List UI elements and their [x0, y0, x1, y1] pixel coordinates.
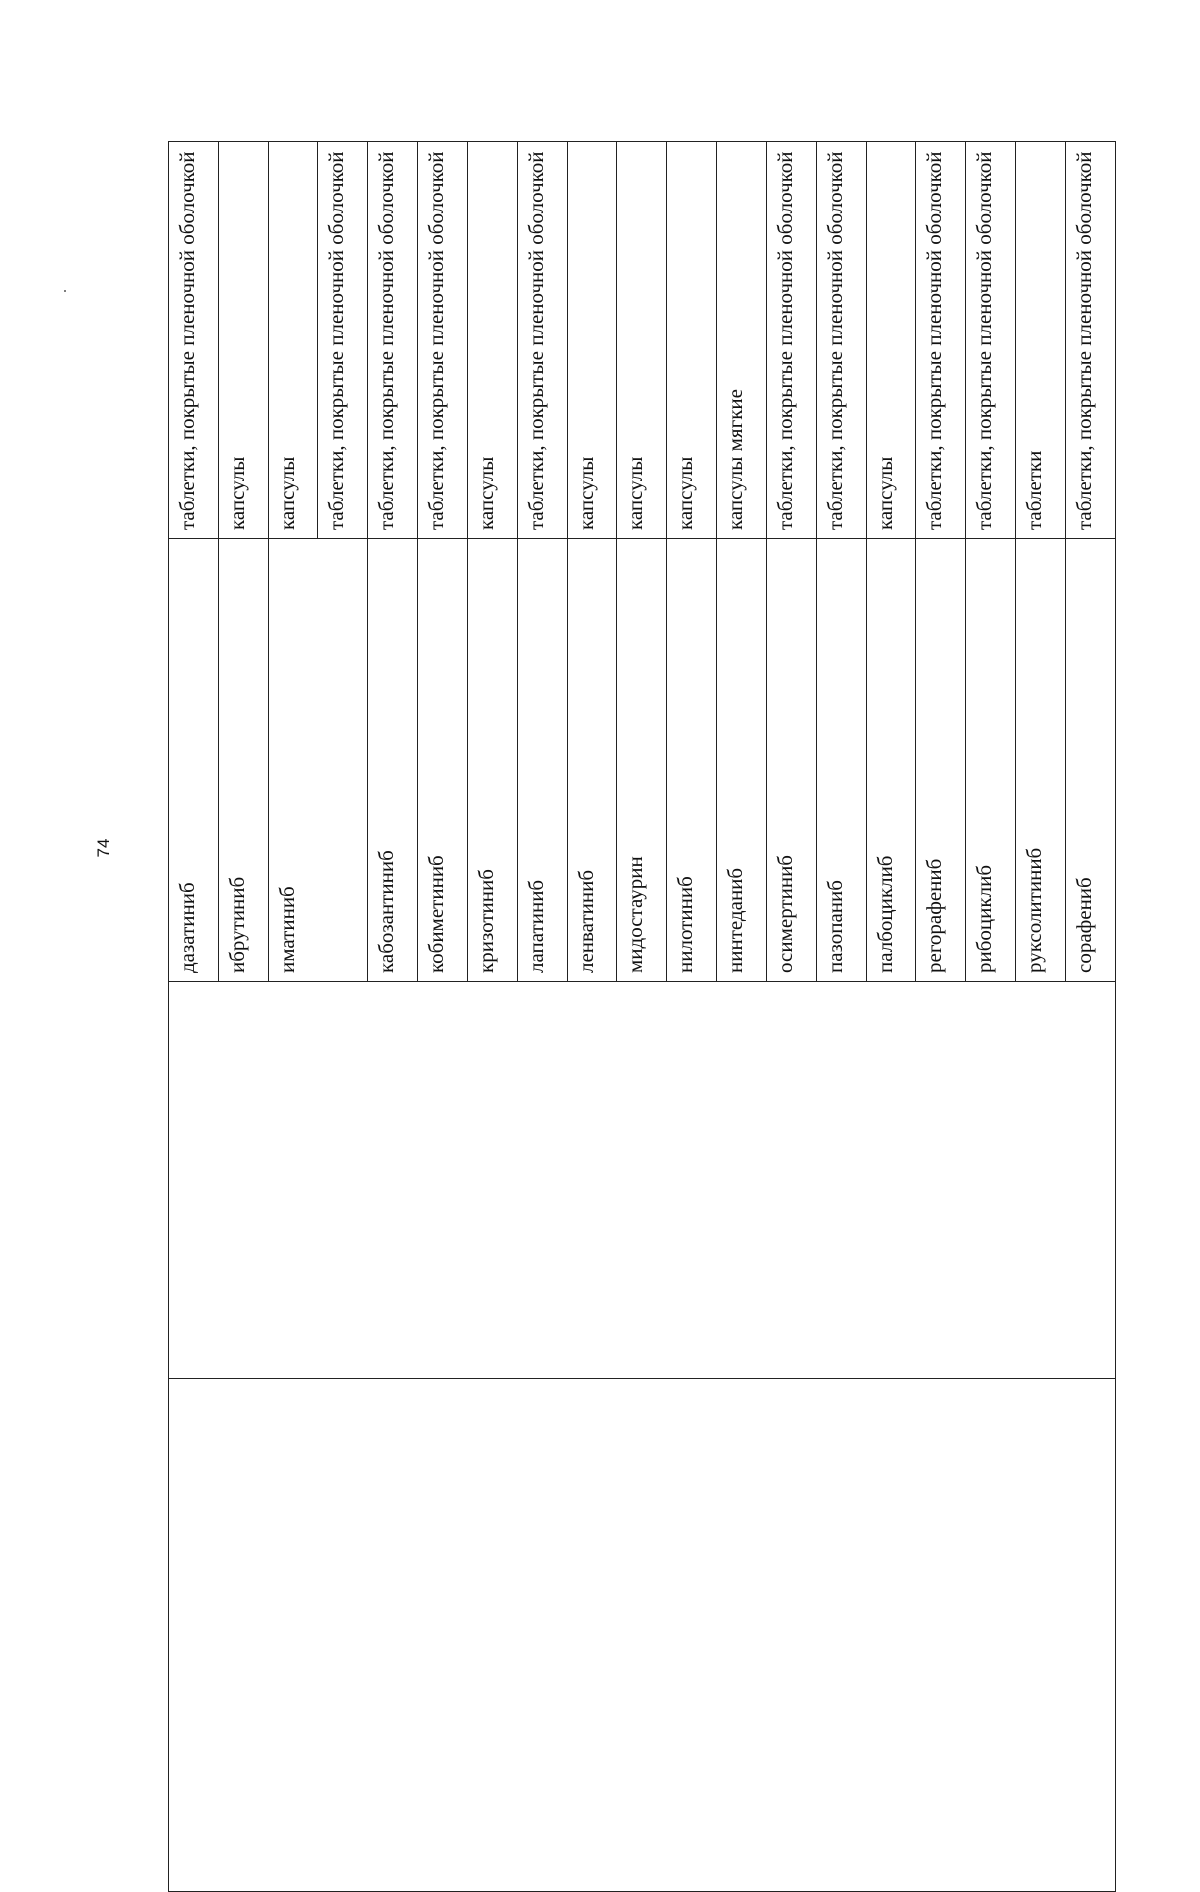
substance-cell: сорафениб [1065, 539, 1115, 982]
page-number: 74 [94, 838, 113, 858]
substance-cell: палбоциклиб [866, 539, 916, 982]
substance-cell: кризотиниб [467, 539, 517, 982]
form-cell: капсулы [467, 142, 517, 539]
form-cell: таблетки, покрытые пленочной оболочкой [766, 142, 816, 539]
substance-cell: рибоциклиб [966, 539, 1016, 982]
form-cell: капсулы [866, 142, 916, 539]
form-cell: капсулы [667, 142, 717, 539]
form-cell: капсулы [617, 142, 667, 539]
substance-cell: ибрутиниб [218, 539, 268, 982]
substance-cell: дазатиниб [169, 539, 219, 982]
substance-cell: нинтеданиб [717, 539, 767, 982]
form-cell: таблетки, покрытые пленочной оболочкой [816, 142, 866, 539]
substance-cell: ленватиниб [567, 539, 617, 982]
substance-cell: руксолитиниб [1016, 539, 1066, 982]
form-cell: таблетки, покрытые пленочной оболочкой [368, 142, 418, 539]
substance-cell: осимертиниб [766, 539, 816, 982]
form-cell: таблетки, покрытые пленочной оболочкой [1065, 142, 1115, 539]
substance-cell: пазопаниб [816, 539, 866, 982]
form-cell: таблетки, покрытые пленочной оболочкой [517, 142, 567, 539]
substance-cell: иматиниб [268, 539, 368, 982]
form-cell: капсулы мягкие [717, 142, 767, 539]
substance-cell: мидостаурин [617, 539, 667, 982]
drug-forms-table [168, 141, 1116, 1892]
form-cell: капсулы [268, 142, 318, 539]
form-cell: таблетки, покрытые пленочной оболочкой [418, 142, 468, 539]
scan-speck [64, 290, 66, 292]
atc-group-cell [169, 982, 1116, 1379]
substance-cell: нилотиниб [667, 539, 717, 982]
substance-cell: регорафениб [916, 539, 966, 982]
rotated-table-container [168, 142, 1116, 1892]
substance-cell: кабозантиниб [368, 539, 418, 982]
table-row [169, 142, 219, 1892]
substance-cell: кобиметиниб [418, 539, 468, 982]
form-cell: таблетки, покрытые пленочной оболочкой [916, 142, 966, 539]
atc-code-cell [169, 1379, 1116, 1892]
form-cell: таблетки, покрытые пленочной оболочкой [318, 142, 368, 539]
form-cell: таблетки [1016, 142, 1066, 539]
form-cell: капсулы [218, 142, 268, 539]
form-cell: капсулы [567, 142, 617, 539]
form-cell: таблетки, покрытые пленочной оболочкой [169, 142, 219, 539]
substance-cell: лапатиниб [517, 539, 567, 982]
form-cell: таблетки, покрытые пленочной оболочкой [966, 142, 1016, 539]
